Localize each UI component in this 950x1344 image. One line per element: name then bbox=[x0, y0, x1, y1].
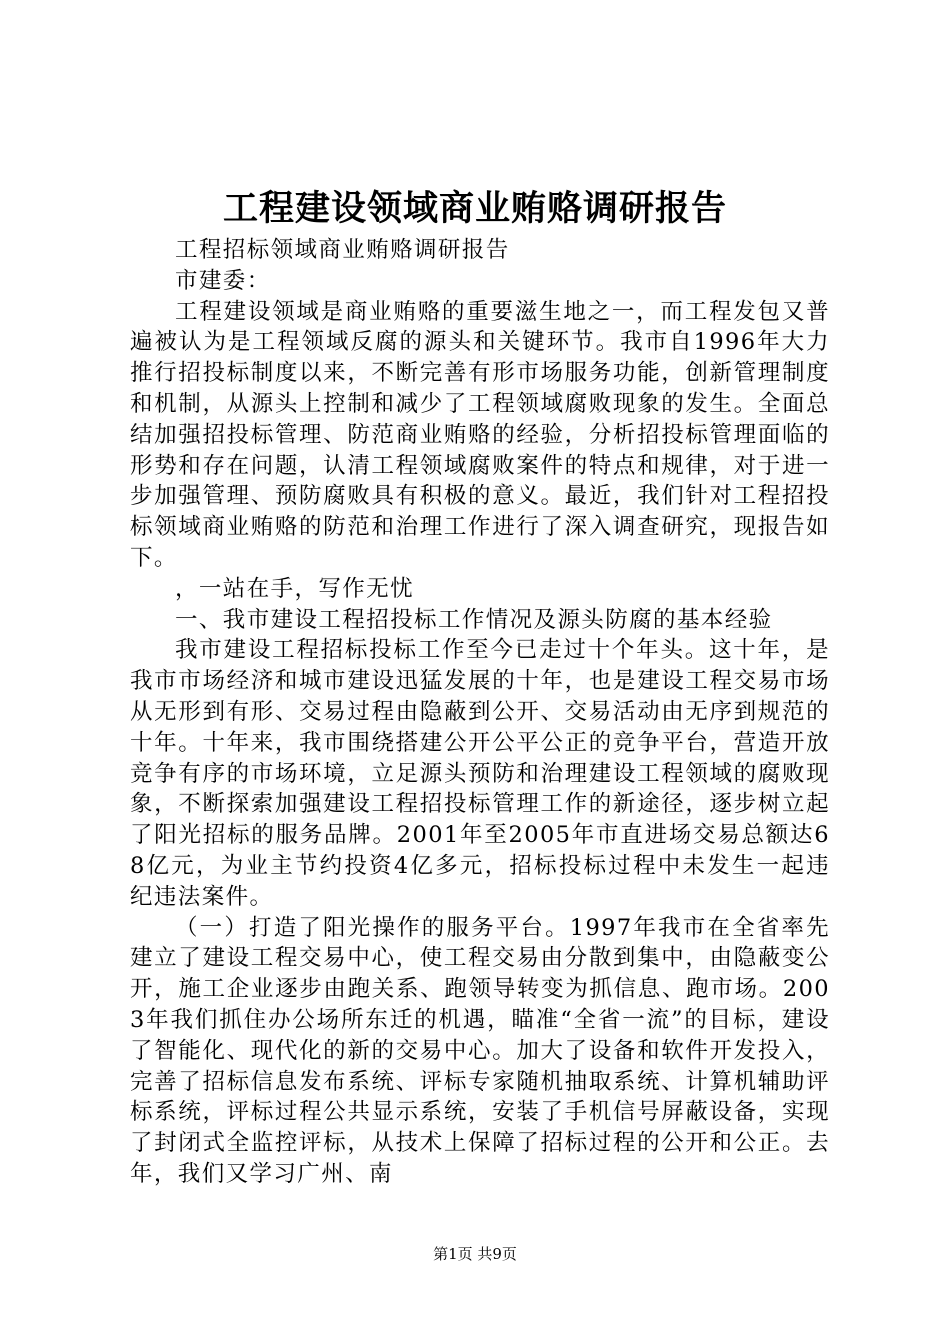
paragraph-slogan: ，一站在手，写作无忧 bbox=[175, 575, 415, 602]
paragraph-intro: 工程建设领域是商业贿赂的重要滋生地之一，而工程发包又普遍被认为是工程领域反腐的源头和关键环节。我市自1996年大力推行招投标制度以来，不断完善有形市场服务功能，创新管理制度和机制，从源头上控制和减少了工程领域腐败现象的发生。全面总结加强招投标管理、防范商业贿赂的经验，分析招投标管理面临的形势和存在问题，认清工程领域腐败案件的特点和规律，对于进一步加强管理、预防腐败具有积极的意义。最近，我们针对工程招投标领域商业贿赂的防范和治理工作进行了深入调查研究，现报告如下。 bbox=[130, 298, 830, 571]
paragraph-platform: （一）打造了阳光操作的服务平台。1997年我市在全省率先建立了建设工程交易中心，使工程交易由分散到集中，由隐蔽变公开，施工企业逐步由跑关系、跑领导转变为抓信息、跑市场。2003年我们抓住办公场所东迁的机遇，瞄准“全省一流”的目标，建设了智能化、现代化的新的交易中心。加大了设备和软件开发投入，完善了招标信息发布系统、评标专家随机抽取系统、计算机辅助评标系统，评标过程公共显示系统，安装了手机信号屏蔽设备，实现了封闭式全监控评标，从技术上保障了招标过程的公开和公正。去年，我们又学习广州、南 bbox=[130, 914, 830, 1187]
document-title: 工程建设领域商业贿赂调研报告 bbox=[222, 188, 727, 229]
document-body bbox=[130, 235, 830, 1190]
paragraph-subtitle: 工程招标领域商业贿赂调研报告 bbox=[175, 237, 510, 263]
paragraph-decade-review: 我市建设工程招标投标工作至今已走过十个年头。这十年，是我市市场经济和城市建设迅猛发展的十年，也是建设工程交易市场从无形到有形、交易过程由隐蔽到公开、交易活动由无序到规范的十年。十年来，我市围绕搭建公开公平公正的竞争平台，营造开放竞争有序的市场环境，立足源头预防和治理建设工程领域的腐败现象，不断探索加强建设工程招投标管理工作的新途径，逐步树立起了阳光招标的服务品牌。2001年至2005年市直进场交易总额达68亿元，为业主节约投资4亿多元，招标投标过程中未发生一起违纪违法案件。 bbox=[130, 637, 830, 910]
paragraph-addressee: 市建委： bbox=[175, 267, 271, 294]
section-heading-1: 一、我市建设工程招投标工作情况及源头防腐的基本经验 bbox=[175, 606, 773, 633]
page-number-footer: 第1页 共9页 bbox=[433, 1245, 517, 1263]
